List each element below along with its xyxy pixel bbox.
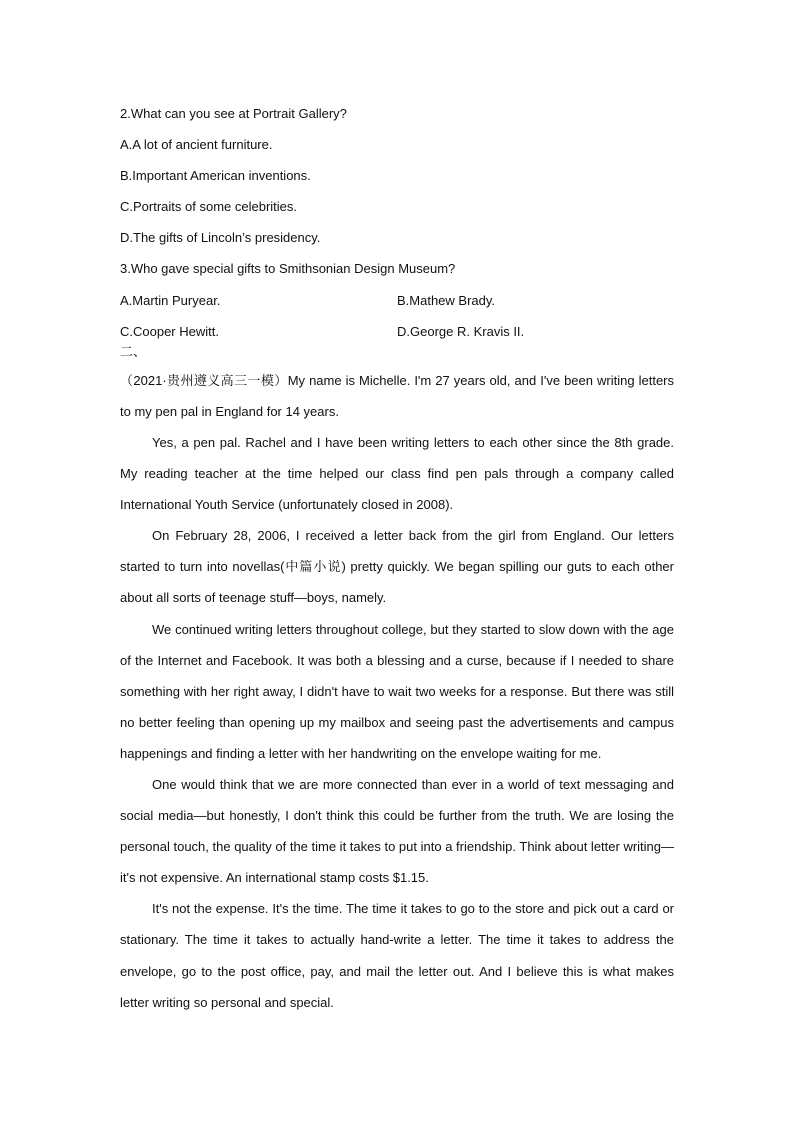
passage-paragraph-5: One would think that we are more connected than ever in a world of text messaging and social media—but honestly, I don't think this could be further from the truth. We are losing the personal touch, the quality of the time it takes to put into a friendship. Think about letter writing—it's not expensive. An international stamp costs $1.15. bbox=[120, 776, 675, 886]
passage-paragraph-3: On February 28, 2006, I received a letter back from the girl from England. Our letters started to turn into novellas(中篇小说) pretty quickly. We began spilling our guts to each other about all sorts of teenage stuff—boys, namely. bbox=[120, 528, 674, 606]
question-3-option-b: B.Mathew Brady. bbox=[397, 292, 496, 308]
section-marker: 二、 bbox=[120, 343, 147, 359]
passage-paragraph-2: Yes, a pen pal. Rachel and I have been writing letters to each other since the 8th grade. My reading teacher at the time helped our class find pen pals through a company called International Youth Service (unfortunately closed in 2008). bbox=[120, 434, 674, 513]
passage-paragraph-1: （2021·贵州遵义高三一模）My name is Michelle. I'm 27 years old, and I've been writing letters to my pen pal in England for 14 years. bbox=[120, 372, 674, 419]
question-3-option-d: D.George R. Kravis II. bbox=[397, 323, 525, 339]
question-3-options-row-2 bbox=[120, 316, 674, 347]
question-2-stem: 2.What can you see at Portrait Gallery? bbox=[120, 106, 347, 121]
question-2-option-a: A.A lot of ancient furniture. bbox=[120, 137, 273, 153]
document-content bbox=[120, 98, 674, 1018]
question-3-option-a: A.Martin Puryear. bbox=[120, 292, 221, 308]
passage-paragraph-4: We continued writing letters throughout college, but they started to slow down with the age of the Internet and Facebook. It was both a blessing and a curse, because if I needed to share something with her right away, I didn't have to wait two weeks for a response. But there was still no better feeling than opening up my mailbox and seeing past the advertisements and campus happenings and finding a letter with her handwriting on the envelope waiting for me. bbox=[120, 621, 674, 761]
question-2-option-d: D.The gifts of Lincoln’s presidency. bbox=[120, 230, 321, 246]
question-2-option-c: C.Portraits of some celebrities. bbox=[120, 199, 298, 215]
question-3-options-row-1 bbox=[120, 285, 674, 316]
question-2-option-b: B.Important American inventions. bbox=[120, 168, 311, 184]
passage-paragraph-6: It's not the expense. It's the time. The time it takes to go to the store and pick out a card or stationary. The time it takes to actually hand-write a letter. The time it takes to address the envelope, go to the post office, pay, and mail the letter out. And I believe this is what makes letter writing so personal and special. bbox=[120, 901, 674, 1010]
question-3-option-c: C.Cooper Hewitt. bbox=[120, 323, 219, 339]
question-3-stem: 3.Who gave special gifts to Smithsonian Design Museum? bbox=[120, 261, 456, 277]
